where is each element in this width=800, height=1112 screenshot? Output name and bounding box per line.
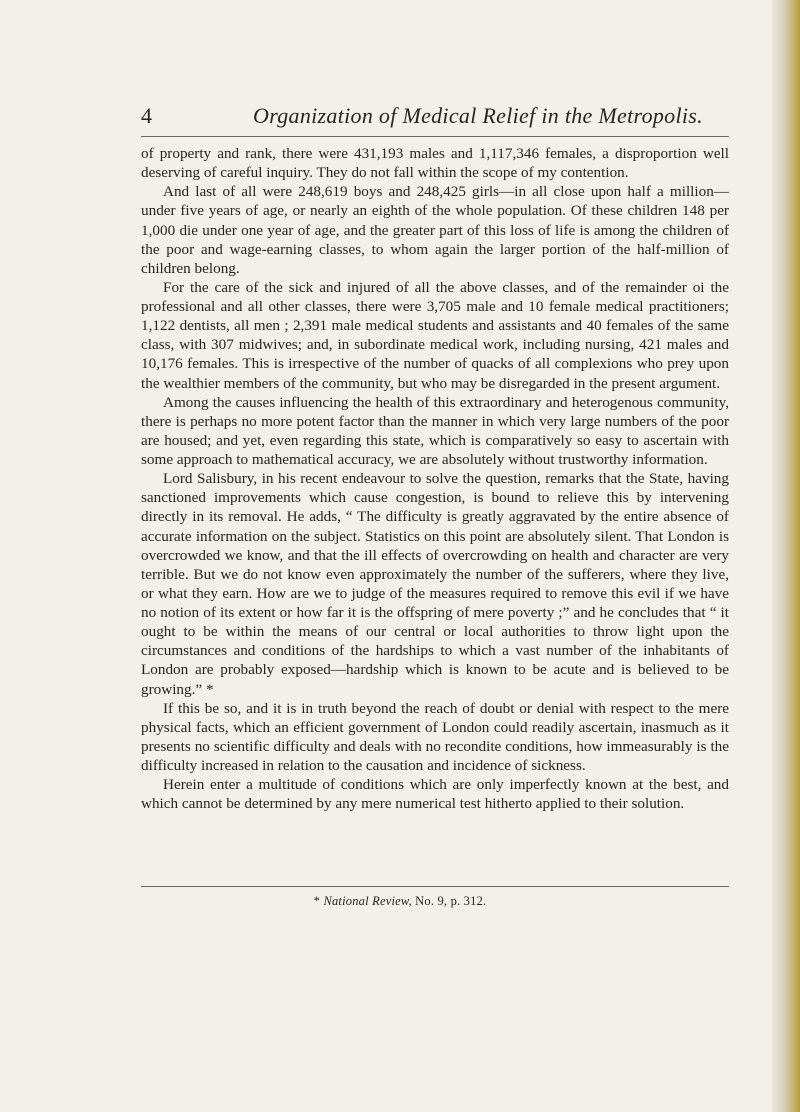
page-edge [772, 0, 800, 1112]
footnote-rule [141, 886, 729, 887]
page-number: 4 [141, 103, 153, 128]
paragraph: Herein enter a multitude of conditions which are only imperfectly known at the best, and which cannot be determined by any mere numerical test hitherto applied to their solution. [141, 776, 729, 813]
running-title: Organization of Medical Relief in the Metropolis. [253, 103, 703, 128]
body-text [141, 144, 729, 813]
footnote-marker: * [313, 894, 321, 908]
paragraph: And last of all were 248,619 boys and 248,425 girls—in all close upon half a million— under five years of age, or nearly an eighth of the whole population. Of these children 148 per 1,000 die under one year of age, and the greater part of this loss of life is among the children of the poor and wage-earning classes, to whom again the larger portion of the half-million of children belong. [141, 183, 729, 277]
paragraph: For the care of the sick and injured of all the above classes, and of the remainder oi the professional and all other classes, there were 3,705 male and 10 female medical practitioners; 1,122 dentists, all men ; 2,391 male medical students and assistants and 40 females of the same class, with 307 midwives; and, in subordinate medical work, including nursing, 421 males and 10,176 females. This is irrespective of the number of quacks of all complexions who prey upon the wealthier members of the community, but who may be disregarded in the present argument. [141, 278, 729, 392]
paragraph: Among the causes influencing the health of this extraordinary and heterogenous community, there is perhaps no more potent factor than the manner in which very large numbers of the poor are housed; and yet, even regarding this state, which is comparatively so easy to ascertain with some approach to mathematical accuracy, we are absolutely without trustworthy information. [141, 393, 729, 468]
header-rule [141, 136, 729, 137]
footnote-source: National Review, [323, 894, 412, 908]
footnote [0, 894, 800, 909]
footnote-details: No. 9, p. 312. [415, 894, 487, 908]
paragraph: of property and rank, there were 431,193 males and 1,117,346 females, a disproportion well deserving of careful inquiry. They do not fall within the scope of my contention. [141, 145, 729, 182]
paragraph: Lord Salisbury, in his recent endeavour to solve the question, remarks that the State, having sanctioned improvements which cause congestion, is bound to relieve this by intervening directly in its removal. He adds, “ The difficulty is greatly aggravated by the entire absence of accurate information on the subject. Statistics on this point are absolutely silent. That London is overcrowded we know, and that the ill effects of overcrowding on health and character are very terrible. But we do not know even approximately the number of the sufferers, where they live, or what they earn. How are we to judge of the measures required to remove this evil if we have no notion of its extent or how far it is the offspring of mere poverty ;” and he concludes that “ it ought to be within the means of our central or local authorities to throw light upon the circumstances and conditions of the hardships to which a vast number of the inhabitants of London are probably exposed—hardship which is known to be acute and is believed to be growing.” * [141, 470, 729, 698]
paragraph: If this be so, and it is in truth beyond the reach of doubt or denial with respect to the mere physical facts, which an efficient government of London could readily ascertain, inasmuch as it presents no scientific difficulty and deals with no recondite conditions, how immeasurably is the difficulty increased in relation to the causation and incidence of sickness. [141, 699, 729, 774]
